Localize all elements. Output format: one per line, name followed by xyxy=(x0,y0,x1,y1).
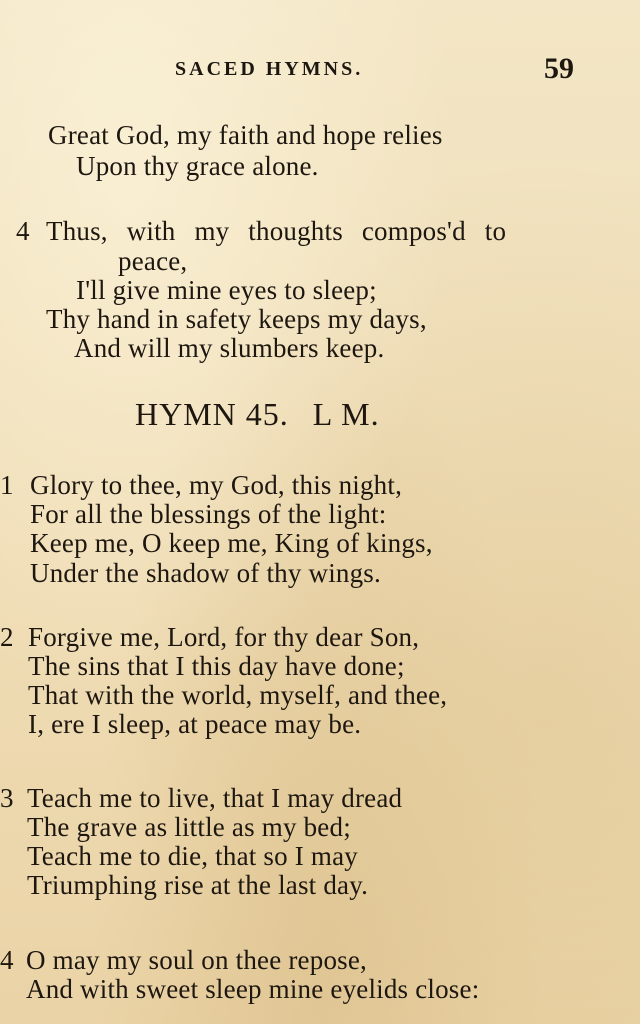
verse-line: Triumphing rise at the last day. xyxy=(27,870,369,900)
hymn-meter: L M. xyxy=(312,396,380,432)
verse-line: Teach me to die, that so I may xyxy=(27,841,359,871)
verse-line: peace, xyxy=(118,246,188,276)
verse-line: The grave as little as my bed; xyxy=(27,812,351,842)
stanza-number: 4 xyxy=(0,945,14,975)
stanza-number: 1 xyxy=(0,470,14,500)
running-title: SACED HYMNS. xyxy=(175,58,364,80)
verse-line: The sins that I this day have done; xyxy=(28,651,405,681)
verse-line: I'll give mine eyes to sleep; xyxy=(76,275,377,305)
verse-line: O may my soul on thee repose, xyxy=(26,945,367,975)
verse-line: Thy hand in safety keeps my days, xyxy=(46,304,427,334)
stanza-number: 2 xyxy=(0,622,14,652)
verse-line: And with sweet sleep mine eyelids close: xyxy=(26,974,480,1004)
verse-line: And will my slumbers keep. xyxy=(74,333,385,363)
verse-line: Under the shadow of thy wings. xyxy=(30,558,381,588)
page-number: 59 xyxy=(544,52,574,85)
stanza-number: 4 xyxy=(16,216,30,246)
verse-line: For all the blessings of the light: xyxy=(30,499,387,529)
hymn-heading xyxy=(135,396,380,433)
running-head xyxy=(0,52,640,85)
verse-line: Upon thy grace alone. xyxy=(76,151,319,181)
verse-line: Thus, with my thoughts compos'd to xyxy=(46,216,507,246)
verse-line: Keep me, O keep me, King of kings, xyxy=(30,528,433,558)
hymn-title: HYMN 45. xyxy=(135,396,289,432)
verse-line: Glory to thee, my God, this night, xyxy=(30,470,403,500)
verse-line: I, ere I sleep, at peace may be. xyxy=(28,709,362,739)
verse-line: Forgive me, Lord, for thy dear Son, xyxy=(28,622,420,652)
verse-line: That with the world, myself, and thee, xyxy=(28,680,448,710)
verse-line: Teach me to live, that I may dread xyxy=(27,783,403,813)
stanza-number: 3 xyxy=(0,783,14,813)
verse-line: Great God, my faith and hope relies xyxy=(48,120,443,150)
